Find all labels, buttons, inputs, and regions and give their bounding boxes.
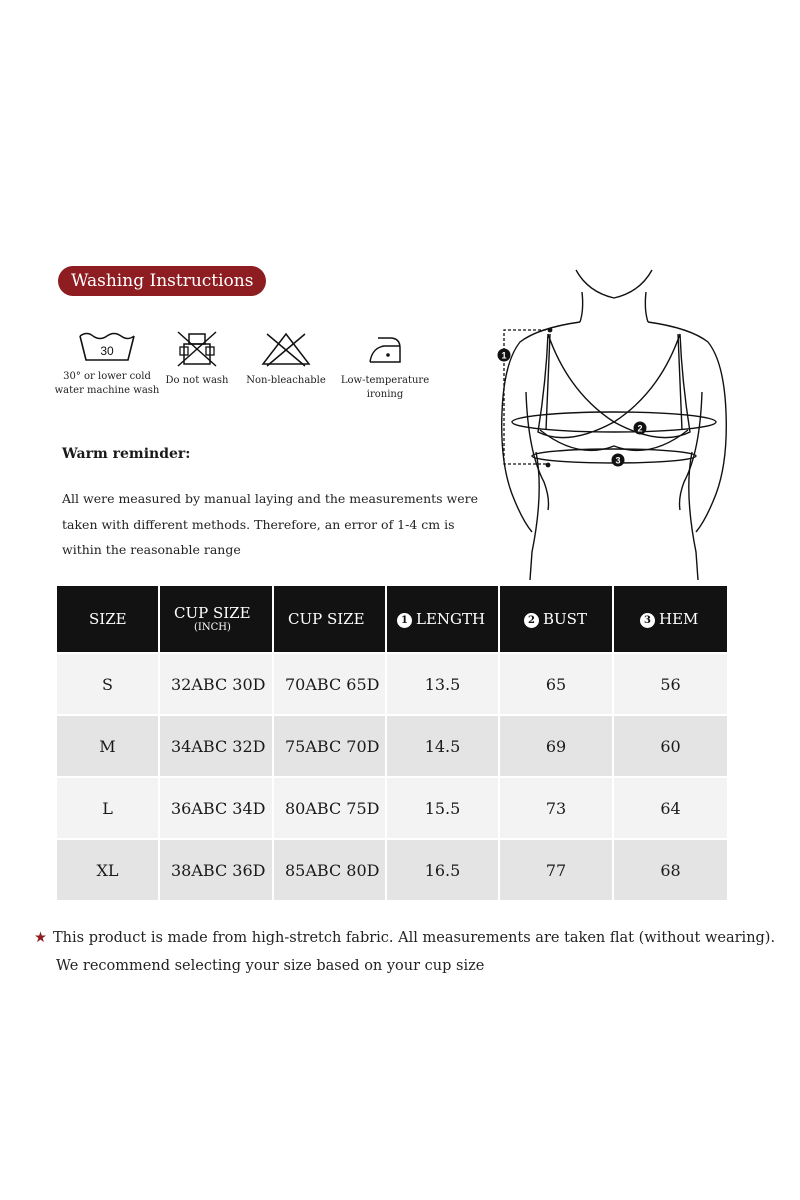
non-bleach-icon <box>259 330 313 368</box>
washing-instructions-title: Washing Instructions <box>58 266 266 296</box>
cell-cup: 75ABC 70D <box>273 715 386 777</box>
cell-cup-inch: 36ABC 34D <box>159 777 273 839</box>
cell-hem: 56 <box>613 653 727 715</box>
cell-size: M <box>57 715 159 777</box>
warm-reminder-title: Warm reminder: <box>62 446 191 462</box>
cell-cup: 70ABC 65D <box>273 653 386 715</box>
do-not-wash-icon <box>172 330 222 368</box>
length-number-icon: 1 <box>397 613 412 628</box>
cell-cup-inch: 34ABC 32D <box>159 715 273 777</box>
header-length: 1 LENGTH <box>386 586 499 653</box>
bust-number-icon: 2 <box>524 613 539 628</box>
care-label-wash: 30° or lower cold water machine wash <box>54 371 160 396</box>
wash-30-icon <box>76 330 138 364</box>
cell-size: S <box>57 653 159 715</box>
cell-cup-inch: 32ABC 30D <box>159 653 273 715</box>
figure-marker-2: 2 <box>637 423 643 434</box>
star-icon: ★ <box>34 930 47 946</box>
header-hem: 3 HEM <box>613 586 727 653</box>
cell-cup-inch: 38ABC 36D <box>159 839 273 900</box>
care-item-iron <box>330 330 440 402</box>
table-row <box>57 653 727 715</box>
table-header-row <box>57 586 727 653</box>
cell-cup: 85ABC 80D <box>273 839 386 900</box>
low-temp-iron-icon <box>360 330 410 368</box>
header-cup: CUP SIZE <box>273 586 386 653</box>
cell-bust: 65 <box>499 653 613 715</box>
cell-size: XL <box>57 839 159 900</box>
figure-marker-3: 3 <box>615 455 621 466</box>
cell-hem: 64 <box>613 777 727 839</box>
care-label-non-bleach: Non-bleachable <box>246 375 326 386</box>
cell-cup: 80ABC 75D <box>273 777 386 839</box>
cell-bust: 73 <box>499 777 613 839</box>
measurement-figure <box>488 262 748 582</box>
header-bust: 2 BUST <box>499 586 613 653</box>
cell-length: 16.5 <box>386 839 499 900</box>
table-row <box>57 839 727 900</box>
figure-marker-1: 1 <box>501 350 507 361</box>
header-size: SIZE <box>57 586 159 653</box>
note-line-1: This product is made from high-stretch fabric. All measurements are taken flat (without wearing). <box>53 930 776 946</box>
cell-size: L <box>57 777 159 839</box>
care-label-iron: Low-temperature ironing <box>340 375 430 400</box>
cell-hem: 68 <box>613 839 727 900</box>
hem-number-icon: 3 <box>640 613 655 628</box>
cell-hem: 60 <box>613 715 727 777</box>
cell-bust: 69 <box>499 715 613 777</box>
care-item-non-bleach <box>231 330 341 388</box>
size-table <box>57 586 727 900</box>
header-cup-inch-sub: (INCH) <box>194 622 231 633</box>
cell-length: 15.5 <box>386 777 499 839</box>
cell-length: 14.5 <box>386 715 499 777</box>
cell-length: 13.5 <box>386 653 499 715</box>
note-line-2: We recommend selecting your size based on your cup size <box>56 958 485 974</box>
care-label-do-not-wash: Do not wash <box>165 375 229 386</box>
table-row <box>57 777 727 839</box>
wash-temp: 30 <box>100 344 114 358</box>
warm-reminder-text: All were measured by manual laying and the measurements were taken with different methods. Therefore, an error of 1-4 cm is within the reasonable range <box>62 491 479 557</box>
header-cup-inch: CUP SIZE (INCH) <box>159 586 273 653</box>
fabric-note <box>34 924 784 980</box>
cell-bust: 77 <box>499 839 613 900</box>
table-row <box>57 715 727 777</box>
